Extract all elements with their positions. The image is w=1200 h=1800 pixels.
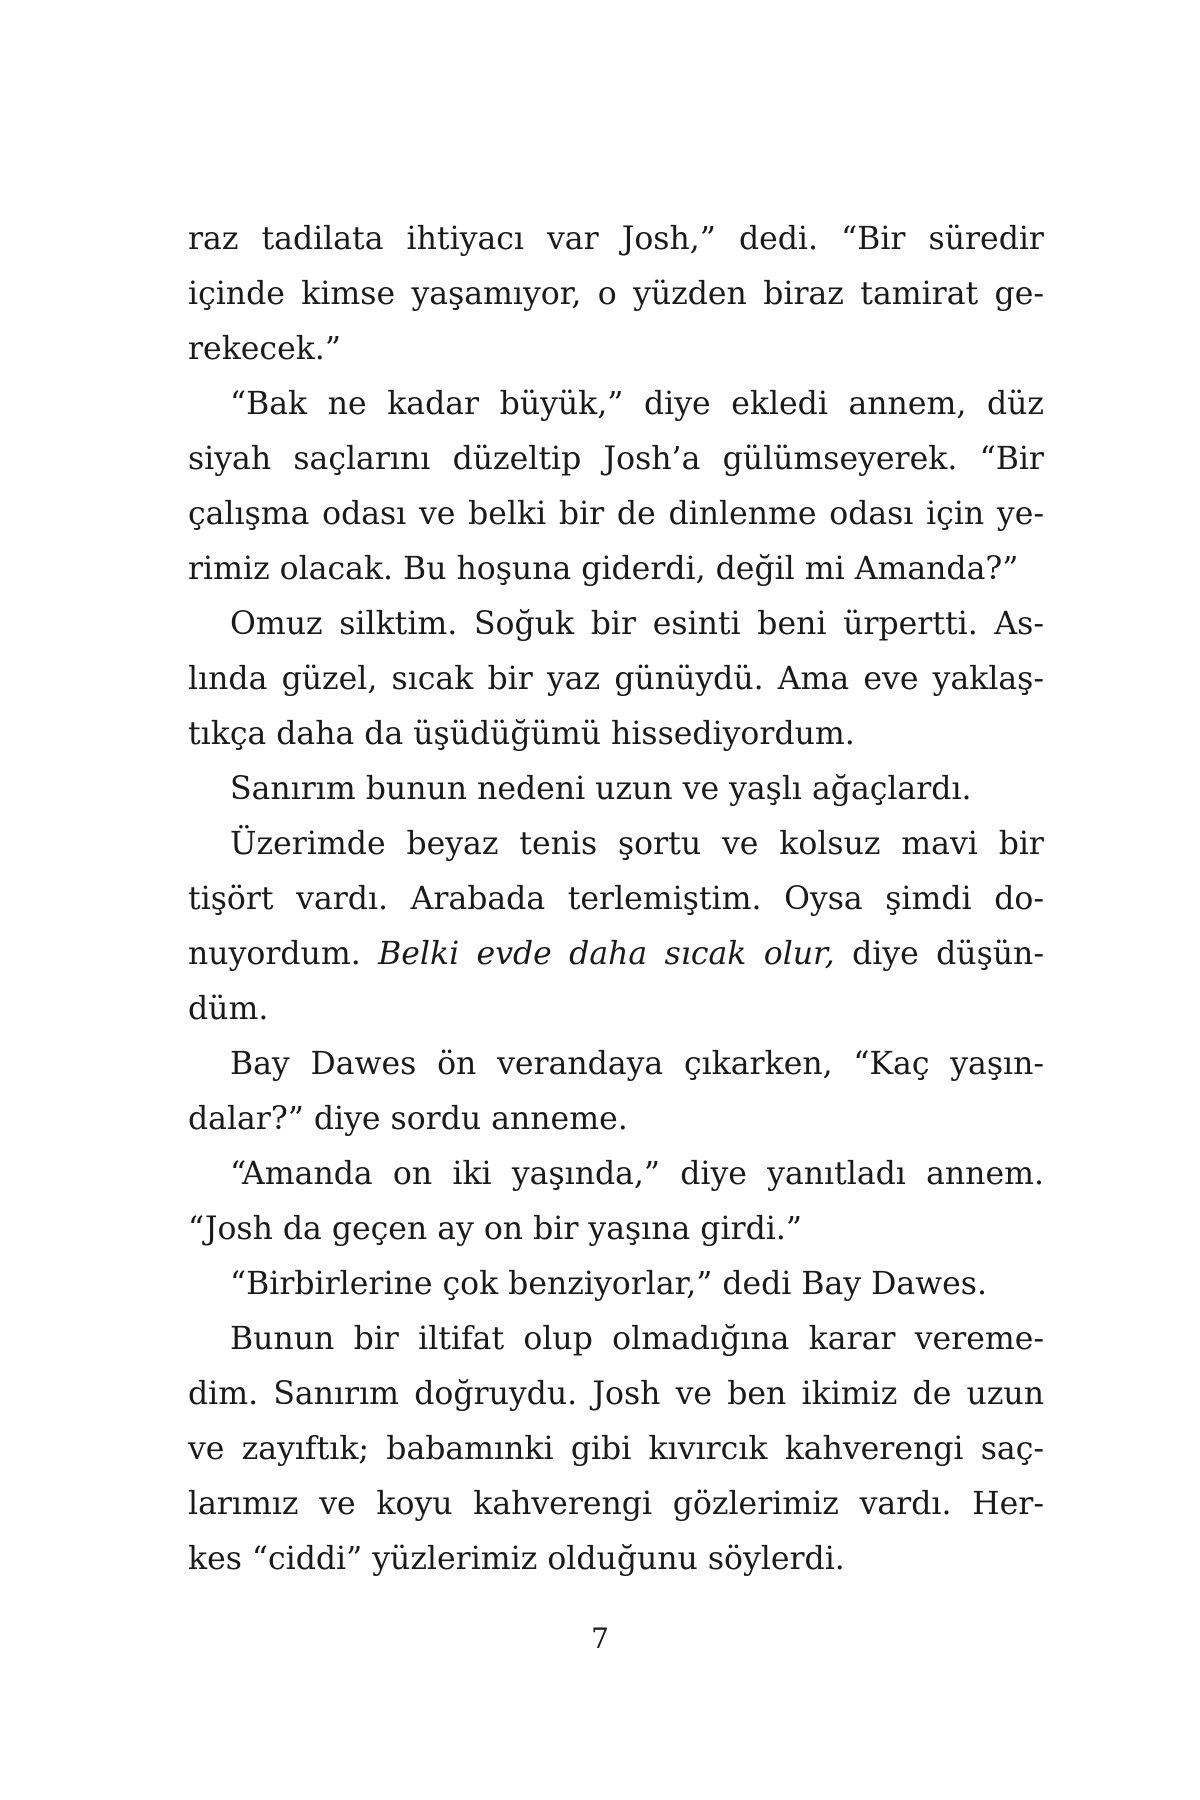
text-segment: diye düşün- xyxy=(834,936,1044,972)
text-line: içinde kimse yaşamıyor, o yüzden biraz tamirat ge- xyxy=(188,276,1044,312)
text-line: tıkça daha da üşüdüğümü hissediyordum. xyxy=(188,716,855,752)
italic-thought: Belki evde daha sıcak olur, xyxy=(378,936,835,972)
text-line: Bunun bir iltifat olup olmadığına karar vereme- xyxy=(230,1321,1044,1357)
text-line: siyah saçlarını düzeltip Josh’a gülümseyerek. “Bir xyxy=(188,441,1044,477)
text-line: tişört vardı. Arabada terlemiştim. Oysa şimdi do- xyxy=(188,881,1044,917)
text-line: dalar?” diye sordu anneme. xyxy=(188,1101,628,1137)
text-line-mixed xyxy=(188,927,1044,982)
text-line: raz tadilata ihtiyacı var Josh,” dedi. “Bir süredir xyxy=(188,221,1044,257)
text-line: larımız ve koyu kahverengi gözlerimiz vardı. Her- xyxy=(188,1486,1044,1522)
text-line: kes “ciddi” yüzlerimiz olduğunu söylerdi. xyxy=(188,1541,845,1577)
text-line: düm. xyxy=(188,991,269,1027)
text-line: rekecek.” xyxy=(188,331,341,367)
page-body xyxy=(188,212,1044,1587)
text-line: Omuz silktim. Soğuk bir esinti beni ürpertti. As- xyxy=(230,606,1044,642)
text-line: “Amanda on iki yaşında,” diye yanıtladı annem. xyxy=(230,1156,1044,1192)
text-line: Bay Dawes ön verandaya çıkarken, “Kaç yaşın- xyxy=(230,1046,1044,1082)
text-line: “Bak ne kadar büyük,” diye ekledi annem, düz xyxy=(230,386,1044,422)
text-line: Sanırım bunun nedeni uzun ve yaşlı ağaçlardı. xyxy=(230,771,972,807)
text-line: “Josh da geçen ay on bir yaşına girdi.” xyxy=(188,1211,802,1247)
text-line: lında güzel, sıcak bir yaz günüydü. Ama eve yaklaş- xyxy=(188,661,1044,697)
text-segment: nuyordum. xyxy=(188,936,379,972)
text-line: dim. Sanırım doğruydu. Josh ve ben ikimiz de uzun xyxy=(188,1376,1044,1412)
text-line: çalışma odası ve belki bir de dinlenme odası için ye- xyxy=(188,496,1044,532)
text-line: rimiz olacak. Bu hoşuna giderdi, değil mi Amanda?” xyxy=(188,551,1019,587)
page-number: 7 xyxy=(591,1622,609,1655)
text-line: “Birbirlerine çok benziyorlar,” dedi Bay Dawes. xyxy=(230,1266,987,1302)
text-line: Üzerimde beyaz tenis şortu ve kolsuz mavi bir xyxy=(230,826,1044,862)
text-line: ve zayıftık; babamınki gibi kıvırcık kahverengi saç- xyxy=(188,1431,1044,1467)
